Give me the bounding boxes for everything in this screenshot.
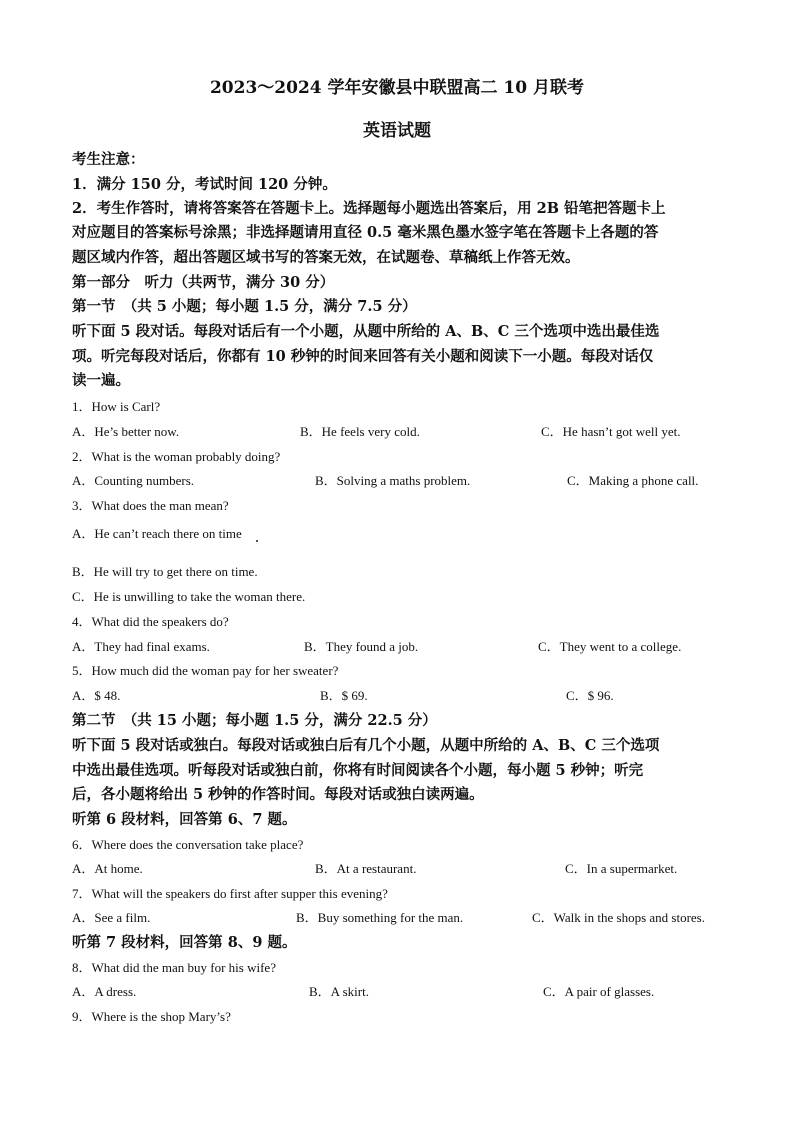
question-7-stem: 7．What will the speakers do first after supper this evening? bbox=[72, 886, 388, 901]
question-1-stem: 1．How is Carl? bbox=[72, 399, 161, 414]
question-1-option-a: A．He’s better now. bbox=[72, 424, 180, 439]
section2-instruction-line-3: 后，各小题将给出 5 秒钟的作答时间。每段对话或独白读两遍。 bbox=[72, 786, 484, 803]
notice-item-2-line-2: 对应题目的答案标号涂黑；非选择题请用直径 0.5 毫米黑色墨水签字笔在答题卡上各题的答 bbox=[72, 224, 659, 241]
question-2-option-b: B．Solving a maths problem. bbox=[315, 473, 471, 488]
section1-instruction-line-2: 项。听完每段对话后，你都有 10 秒钟的时间来回答有关小题和阅读下一小题。每段对话仅 bbox=[72, 348, 654, 365]
exam-title: 2023～2024 学年安徽县中联盟高二 10 月联考 bbox=[209, 78, 585, 98]
question-1-option-b: B．He feels very cold. bbox=[300, 424, 420, 439]
section1-instruction-line-1: 听下面 5 段对话。每段对话后有一个小题，从题中所给的 A、B、C 三个选项中选出最佳选 bbox=[72, 323, 660, 340]
question-2-option-c: C．Making a phone call. bbox=[567, 473, 699, 488]
question-3-option-a: A．He can’t reach there on time bbox=[72, 526, 242, 541]
question-5-option-c: C．$ 96. bbox=[566, 688, 614, 703]
question-5-option-b: B．$ 69. bbox=[320, 688, 368, 703]
question-3-stem: 3．What does the man mean? bbox=[72, 498, 229, 513]
question-8-stem: 8．What did the man buy for his wife? bbox=[72, 960, 276, 975]
exam-subtitle: 英语试题 bbox=[363, 121, 431, 141]
section1-instruction-line-3: 读一遍。 bbox=[72, 372, 130, 389]
question-7-option-a: A．See a film. bbox=[72, 910, 151, 925]
question-7-option-b: B．Buy something for the man. bbox=[296, 910, 464, 925]
part1-heading: 第一部分 听力（共两节，满分 30 分） bbox=[72, 274, 335, 291]
question-8-option-b: B．A skirt. bbox=[309, 984, 369, 999]
group-6-heading: 听第 6 段材料，回答第 6、7 题。 bbox=[72, 811, 297, 828]
question-9-stem: 9．Where is the shop Mary’s? bbox=[72, 1009, 231, 1024]
notice-item-2-line-1: 2．考生作答时，请将答案答在答题卡上。选择题每小题选出答案后，用 2B 铅笔把答题卡上 bbox=[72, 200, 666, 217]
section2-heading: 第二节 （共 15 小题；每小题 1.5 分，满分 22.5 分） bbox=[72, 712, 437, 729]
question-5-stem: 5．How much did the woman pay for her sweater? bbox=[72, 663, 339, 678]
question-5-option-a: A．$ 48. bbox=[72, 688, 121, 703]
notice-item-1: 1．满分 150 分，考试时间 120 分钟。 bbox=[72, 176, 337, 193]
question-3-option-c: C．He is unwilling to take the woman there. bbox=[72, 589, 306, 604]
question-3-option-b: B．He will try to get there on time. bbox=[72, 564, 258, 579]
question-4-stem: 4．What did the speakers do? bbox=[72, 614, 229, 629]
question-4-option-a: A．They had final exams. bbox=[72, 639, 210, 654]
question-2-stem: 2．What is the woman probably doing? bbox=[72, 449, 281, 464]
question-6-stem: 6．Where does the conversation take place? bbox=[72, 837, 304, 852]
question-8-option-c: C．A pair of glasses. bbox=[543, 984, 655, 999]
notice-item-2-line-3: 题区域内作答，超出答题区域书写的答案无效，在试题卷、草稿纸上作答无效。 bbox=[72, 249, 580, 266]
notice-heading: 考生注意： bbox=[72, 151, 145, 168]
question-6-option-c: C．In a supermarket. bbox=[565, 861, 678, 876]
question-4-option-c: C．They went to a college. bbox=[538, 639, 682, 654]
question-7-option-c: C．Walk in the shops and stores. bbox=[532, 910, 705, 925]
question-8-option-a: A．A dress. bbox=[72, 984, 137, 999]
question-4-option-b: B．They found a job. bbox=[304, 639, 419, 654]
section2-instruction-line-1: 听下面 5 段对话或独白。每段对话或独白后有几个小题，从题中所给的 A、B、C 三个选项 bbox=[72, 737, 660, 754]
question-6-option-b: B．At a restaurant. bbox=[315, 861, 417, 876]
question-1-option-c: C．He hasn’t got well yet. bbox=[541, 424, 681, 439]
question-6-option-a: A．At home. bbox=[72, 861, 143, 876]
group-7-heading: 听第 7 段材料，回答第 8、9 题。 bbox=[72, 934, 297, 951]
section2-instruction-line-2: 中选出最佳选项。听每段对话或独白前，你将有时间阅读各个小题，每小题 5 秒钟；听完 bbox=[72, 762, 644, 779]
question-2-option-a: A．Counting numbers. bbox=[72, 473, 195, 488]
section1-heading: 第一节 （共 5 小题；每小题 1.5 分，满分 7.5 分） bbox=[72, 298, 417, 315]
stray-dot bbox=[256, 540, 258, 542]
